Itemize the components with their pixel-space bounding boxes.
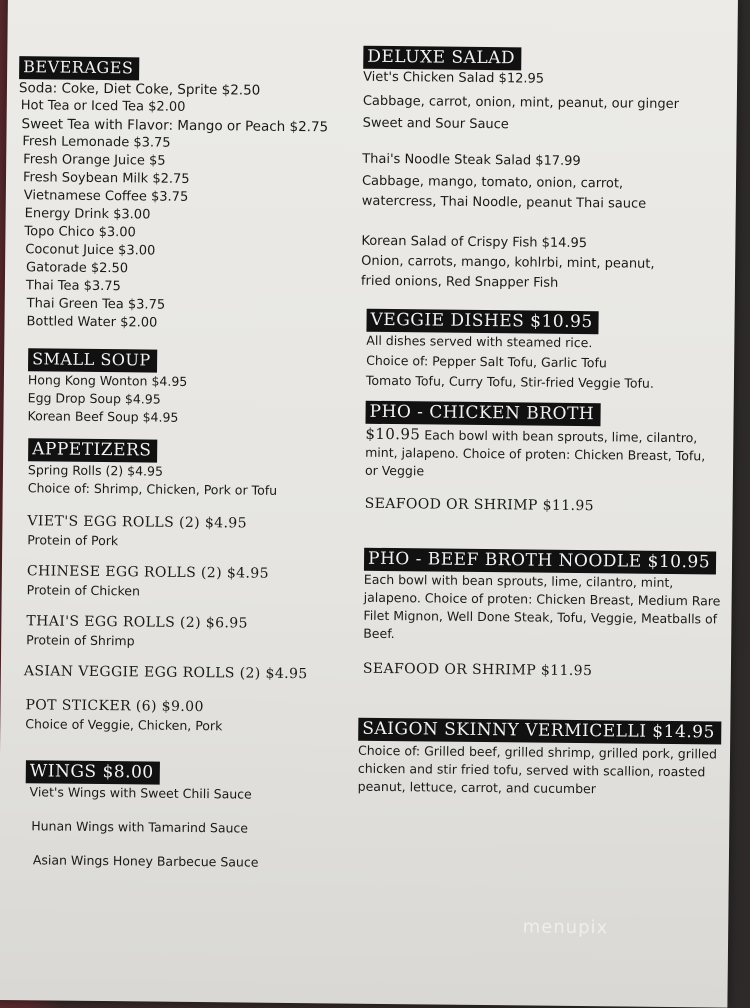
- pho-chicken-heading: PHO - CHICKEN BROTH: [365, 401, 600, 426]
- menu-item-desc: chicken and stir fried tofu, served with scallion, roasted: [357, 760, 706, 780]
- menu-item: Fresh Soybean Milk $2.75: [22, 170, 190, 187]
- menu-item: Soda: Coke, Diet Coke, Sprite $2.50: [18, 80, 261, 99]
- wings-heading: WINGS $8.00: [26, 760, 160, 784]
- appetizers-section: [25, 438, 310, 736]
- menu-item: Sweet Tea with Flavor: Mango or Peach $2.75: [21, 116, 329, 136]
- pho-chicken-section: [365, 401, 706, 518]
- menu-item-desc: jalapeno. Choice of proten: Chicken Breast, Medium Rare: [363, 589, 721, 609]
- menu-item-desc: Choice of: Grilled beef, grilled shrimp, grilled pork, grilled: [357, 742, 718, 762]
- menu-item-desc: mint, jalapeno. Choice of proten: Chicken Breast, Tofu,: [365, 444, 706, 464]
- menu-item: THAI'S EGG ROLLS (2) $6.95: [26, 613, 248, 632]
- small-soup-section: [27, 348, 187, 427]
- menu-item: Spring Rolls (2) $4.95: [27, 462, 164, 479]
- menu-item-desc: Each bowl with bean sprouts, lime, cilantro, mint,: [363, 571, 674, 590]
- pho-beef-heading: PHO - BEEF BROTH NOODLE $10.95: [364, 548, 716, 575]
- menu-item: POT STICKER (6) $9.00: [25, 697, 204, 716]
- pho-beef-section: [363, 548, 721, 683]
- menu-item-desc: Filet Mignon, Well Done Steak, Tofu, Veggie, Meatballs of: [363, 607, 718, 627]
- menu-item-desc: or Veggie: [364, 462, 425, 479]
- menu-item: CHINESE EGG ROLLS (2) $4.95: [26, 563, 270, 582]
- menu-item-desc: Protein of Shrimp: [26, 632, 135, 649]
- menu-item: VIET'S EGG ROLLS (2) $4.95: [27, 513, 248, 532]
- menu-item: Viet's Wings with Sweet Chili Sauce: [29, 784, 252, 802]
- menu-item: Fresh Lemonade $3.75: [22, 134, 171, 151]
- menu-item: Coconut Juice $3.00: [25, 242, 156, 259]
- menu-item-desc: All dishes served with steamed rice.: [366, 332, 593, 351]
- deluxe-salad-heading: DELUXE SALAD: [363, 46, 521, 71]
- menu-item: Fresh Orange Juice $5: [23, 152, 166, 169]
- menu-item: Korean Salad of Crispy Fish $14.95: [361, 233, 588, 252]
- menu-item-desc: fried onions, Red Snapper Fish: [360, 273, 559, 291]
- menu-item: Topo Chico $3.00: [24, 224, 136, 241]
- menu-item-desc: Cabbage, carrot, onion, mint, peanut, our ginger: [362, 93, 680, 113]
- menu-item: Energy Drink $3.00: [24, 206, 151, 223]
- saigon-heading: SAIGON SKINNY VERMICELLI $14.95: [358, 718, 721, 745]
- menu-item-desc: Beef.: [363, 625, 395, 642]
- menu-item: Viet's Chicken Salad $12.95: [363, 69, 545, 87]
- appetizers-heading: APPETIZERS: [28, 438, 158, 462]
- menu-item: Hong Kong Wonton $4.95: [27, 372, 188, 389]
- menu-item: Hot Tea or Iced Tea $2.00: [20, 98, 186, 115]
- menu-item: Thai Green Tea $3.75: [26, 296, 166, 313]
- veggie-dishes-heading: VEGGIE DISHES $10.95: [366, 309, 598, 334]
- veggie-dishes-section: [366, 309, 655, 393]
- deluxe-salad-section: [361, 46, 680, 294]
- menu-item: ASIAN VEGGIE EGG ROLLS (2) $4.95: [23, 663, 308, 683]
- small-soup-heading: SMALL SOUP: [28, 348, 157, 372]
- menu-item: Hunan Wings with Tamarind Sauce: [31, 818, 249, 836]
- beverages-heading: BEVERAGES: [19, 56, 139, 80]
- menu-item-desc: Tomato Tofu, Curry Tofu, Stir-fried Veggie Tofu.: [365, 372, 654, 391]
- menu-item-desc: Choice of Veggie, Chicken, Pork: [25, 716, 223, 734]
- menu-item: Asian Wings Honey Barbecue Sauce: [32, 852, 259, 870]
- menu-item-desc: Choice of: Pepper Salt Tofu, Garlic Tofu: [366, 352, 607, 371]
- wings-section: [25, 760, 260, 871]
- menu-item: Gatorade $2.50: [26, 260, 129, 277]
- menu-item-desc: Protein of Pork: [27, 532, 119, 549]
- menu-item: Korean Beef Soup $4.95: [27, 408, 179, 425]
- menu-item: Egg Drop Soup $4.95: [27, 390, 161, 407]
- menu-item-desc: Onion, carrots, mango, kohlrbi, mint, peanut,: [361, 253, 655, 272]
- menu-item-desc: watercress, Thai Noodle, peanut Thai sauce: [361, 193, 647, 212]
- menu-item: Thai Tea $3.75: [25, 278, 121, 295]
- menu-item: SEAFOOD OR SHRIMP $11.95: [362, 660, 593, 680]
- saigon-section: [358, 718, 721, 800]
- right-column: [357, 46, 729, 797]
- menu-item: Thai's Noodle Steak Salad $17.99: [362, 151, 581, 170]
- menu-item: Bottled Water $2.00: [26, 314, 158, 331]
- menu-item-desc: peanut, lettuce, carrot, and cucumber: [357, 778, 596, 797]
- menu-item: Vietnamese Coffee $3.75: [23, 188, 189, 205]
- menu-item-desc: Cabbage, mango, tomato, onion, carrot,: [361, 173, 624, 192]
- menu-item-desc: Protein of Chicken: [26, 582, 141, 599]
- menu-item-desc: Sweet and Sour Sauce: [362, 115, 509, 133]
- menu-item: SEAFOOD OR SHRIMP $11.95: [364, 495, 595, 515]
- menu-item-desc: Each bowl with bean sprouts, lime, cilantro,: [424, 427, 698, 446]
- watermark: menupix: [522, 916, 609, 939]
- menu-item-desc: Choice of: Shrimp, Chicken, Pork or Tofu: [27, 480, 278, 498]
- pho-chicken-price: $10.95: [365, 424, 421, 444]
- left-column: [18, 56, 349, 870]
- beverages-section: [16, 56, 328, 334]
